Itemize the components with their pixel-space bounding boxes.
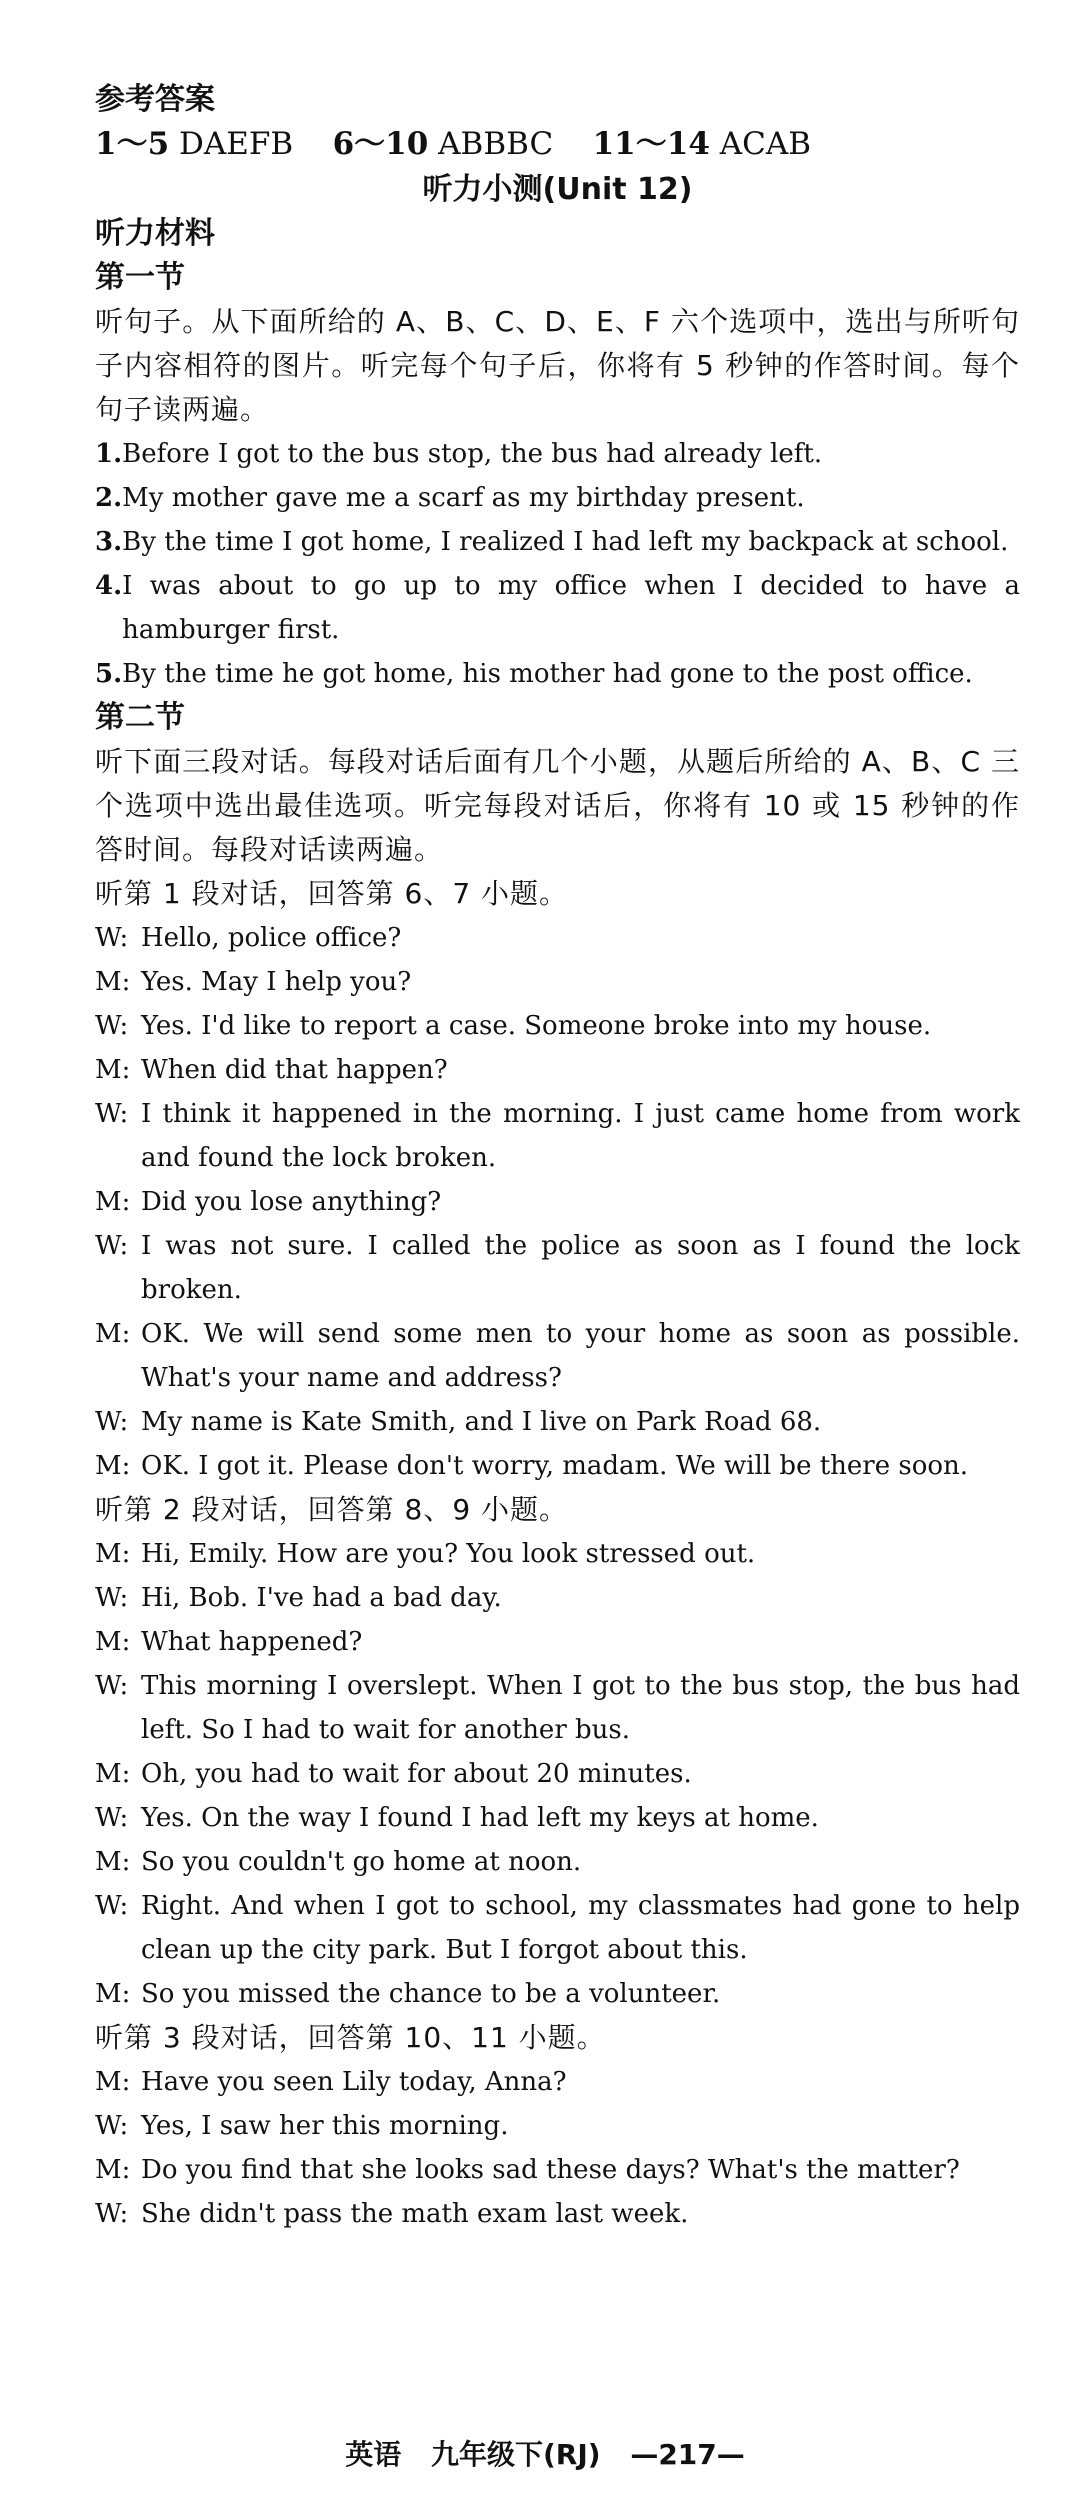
speaker-label: W: xyxy=(95,1583,129,1613)
sentence-item xyxy=(95,520,1020,564)
dialogue-text: Do you find that she looks sad these days? What's the matter? xyxy=(141,2155,960,2185)
footer-grade: 九年级下(RJ) xyxy=(430,2438,601,2471)
dialogue-line xyxy=(95,960,1020,1004)
dialogue-text: OK. We will send some men to your home as soon as possible. What's your name and address? xyxy=(141,1319,1020,1393)
dialogue-text: Have you seen Lily today, Anna? xyxy=(141,2067,567,2097)
sentence-number: 4. xyxy=(95,571,123,601)
speaker-label: M: xyxy=(95,1451,131,1481)
dialogue-text: Yes. I'd like to report a case. Someone broke into my house. xyxy=(141,1011,932,1041)
dialogue-text: Hi, Emily. How are you? You look stressed out. xyxy=(141,1539,756,1569)
speaker-label: W: xyxy=(95,1099,129,1129)
answer-group-1: DAEFB xyxy=(169,126,294,162)
speaker-label: W: xyxy=(95,2199,129,2229)
section2-heading: 第二节 xyxy=(95,700,185,735)
speaker-label: W: xyxy=(95,1407,129,1437)
speaker-label: M: xyxy=(95,1759,131,1789)
dialogue-line xyxy=(95,1312,1020,1400)
dialogue1-intro: 听第 1 段对话，回答第 6、7 小题。 xyxy=(95,877,569,910)
footer-page-number: —217— xyxy=(630,2438,745,2471)
dialogue-text: When did that happen? xyxy=(141,1055,448,1085)
listening-material-heading: 听力材料 xyxy=(95,216,215,251)
sentence-item xyxy=(95,564,1020,652)
dialogue-line xyxy=(95,1400,1020,1444)
speaker-label: M: xyxy=(95,1055,131,1085)
dialogue-text: So you missed the chance to be a volunteer. xyxy=(141,1979,721,2009)
dialogue-text: I was not sure. I called the police as soon as I found the lock broken. xyxy=(141,1231,1020,1305)
answer-key-heading: 参考答案 xyxy=(95,82,215,117)
dialogue-line xyxy=(95,1180,1020,1224)
dialogue-line xyxy=(95,1444,1020,1488)
speaker-label: M: xyxy=(95,2067,131,2097)
dialogue-line xyxy=(95,1796,1020,1840)
section1-heading: 第一节 xyxy=(95,260,185,295)
speaker-label: M: xyxy=(95,967,131,997)
speaker-label: M: xyxy=(95,1627,131,1657)
sentence-text: I was about to go up to my office when I decided to have a hamburger first. xyxy=(122,571,1020,645)
dialogue-line xyxy=(95,1972,1020,2016)
answer-range-1: 1～5 xyxy=(95,126,170,162)
dialogue-text: What happened? xyxy=(141,1627,363,1657)
sentence-item xyxy=(95,652,1020,696)
speaker-label: W: xyxy=(95,1671,129,1701)
dialogue-line xyxy=(95,2060,1020,2104)
speaker-label: W: xyxy=(95,2111,129,2141)
document-page xyxy=(95,78,1020,2236)
dialogue2 xyxy=(95,1532,1020,2016)
dialogue-line xyxy=(95,1620,1020,1664)
dialogue-text: Oh, you had to wait for about 20 minutes. xyxy=(141,1759,692,1789)
sentence-item xyxy=(95,432,1020,476)
speaker-label: W: xyxy=(95,1891,129,1921)
quiz-title: 听力小测(Unit 12) xyxy=(422,172,693,207)
dialogue-text: Hello, police office? xyxy=(141,923,402,953)
dialogue-text: Yes, I saw her this morning. xyxy=(141,2111,509,2141)
dialogue-line xyxy=(95,1752,1020,1796)
speaker-label: M: xyxy=(95,1847,131,1877)
sentence-number: 5. xyxy=(95,659,123,689)
speaker-label: M: xyxy=(95,1979,131,2009)
dialogue-text: This morning I overslept. When I got to the bus stop, the bus had left. So I had to wait for another bus. xyxy=(141,1671,1020,1745)
speaker-label: W: xyxy=(95,923,129,953)
speaker-label: W: xyxy=(95,1011,129,1041)
dialogue-line xyxy=(95,2148,1020,2192)
sentence-number: 3. xyxy=(95,527,123,557)
answer-range-3: 11～14 xyxy=(592,126,710,162)
dialogue-text: OK. I got it. Please don't worry, madam. We will be there soon. xyxy=(141,1451,969,1481)
dialogue-text: So you couldn't go home at noon. xyxy=(141,1847,582,1877)
dialogue-line xyxy=(95,1224,1020,1312)
dialogue-text: Did you lose anything? xyxy=(141,1187,442,1217)
sentence-text: Before I got to the bus stop, the bus had already left. xyxy=(122,439,823,469)
dialogue-line xyxy=(95,1576,1020,1620)
dialogue-text: My name is Kate Smith, and I live on Park Road 68. xyxy=(141,1407,822,1437)
speaker-label: M: xyxy=(95,2155,131,2185)
dialogue3-intro: 听第 3 段对话，回答第 10、11 小题。 xyxy=(95,2021,606,2054)
section2-instructions: 听下面三段对话。每段对话后面有几个小题，从题后所给的 A、B、C 三个选项中选出最佳选项。听完每段对话后，你将有 10 或 15 秒钟的作答时间。每段对话读两遍。 xyxy=(95,745,1020,866)
dialogue-line xyxy=(95,1092,1020,1180)
dialogue-text: Right. And when I got to school, my classmates had gone to help clean up the city park. But I forgot about this. xyxy=(141,1891,1020,1965)
dialogue-line xyxy=(95,1048,1020,1092)
section1-instructions: 听句子。从下面所给的 A、B、C、D、E、F 六个选项中，选出与所听句子内容相符的图片。听完每个句子后，你将有 5 秒钟的作答时间。每个句子读两遍。 xyxy=(95,305,1020,426)
dialogue2-intro: 听第 2 段对话，回答第 8、9 小题。 xyxy=(95,1493,569,1526)
sentence-item xyxy=(95,476,1020,520)
page-footer xyxy=(0,2435,1090,2475)
sentence-text: My mother gave me a scarf as my birthday present. xyxy=(122,483,805,513)
footer-subject: 英语 xyxy=(345,2438,402,2471)
answer-group-3: ACAB xyxy=(709,126,812,162)
answer-group-2: ABBBC xyxy=(428,126,554,162)
dialogue-line xyxy=(95,1840,1020,1884)
answer-range-2: 6～10 xyxy=(332,126,429,162)
sentence-number: 2. xyxy=(95,483,123,513)
dialogue-text: I think it happened in the morning. I just came home from work and found the lock broken. xyxy=(141,1099,1020,1173)
sentence-list xyxy=(95,432,1020,696)
sentence-number: 1. xyxy=(95,439,123,469)
answer-key-line xyxy=(95,122,1020,166)
dialogue3 xyxy=(95,2060,1020,2236)
sentence-text: By the time I got home, I realized I had left my backpack at school. xyxy=(122,527,1009,557)
dialogue-text: Yes. On the way I found I had left my keys at home. xyxy=(141,1803,819,1833)
dialogue-line xyxy=(95,2192,1020,2236)
sentence-text: By the time he got home, his mother had gone to the post office. xyxy=(122,659,973,689)
dialogue-line xyxy=(95,1664,1020,1752)
dialogue1 xyxy=(95,916,1020,1488)
dialogue-line xyxy=(95,1884,1020,1972)
dialogue-line xyxy=(95,1004,1020,1048)
speaker-label: W: xyxy=(95,1231,129,1261)
speaker-label: W: xyxy=(95,1803,129,1833)
dialogue-text: She didn't pass the math exam last week. xyxy=(141,2199,689,2229)
speaker-label: M: xyxy=(95,1539,131,1569)
dialogue-line xyxy=(95,916,1020,960)
speaker-label: M: xyxy=(95,1319,131,1349)
dialogue-line xyxy=(95,1532,1020,1576)
dialogue-text: Hi, Bob. I've had a bad day. xyxy=(141,1583,502,1613)
dialogue-line xyxy=(95,2104,1020,2148)
dialogue-text: Yes. May I help you? xyxy=(141,967,412,997)
speaker-label: M: xyxy=(95,1187,131,1217)
